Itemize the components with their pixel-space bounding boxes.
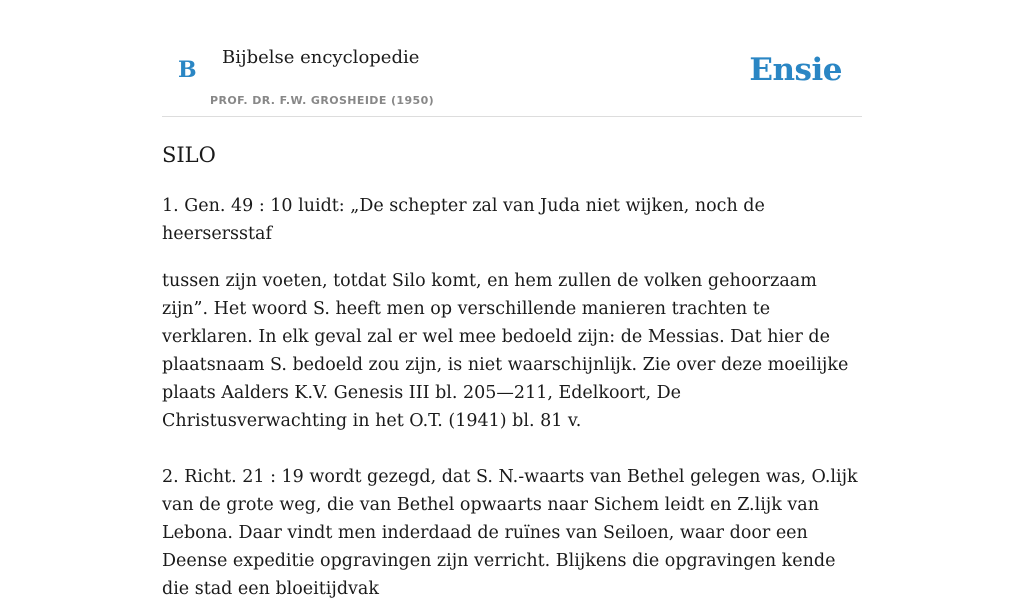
paragraph-1-first-line: 1. Gen. 49 : 10 luidt: „De schepter zal van Juda niet wijken, noch de heersersstaf (162, 196, 765, 244)
book-header (162, 0, 862, 117)
book-author: PROF. DR. F.W. GROSHEIDE (1950) (210, 94, 435, 107)
article-title: SILO (162, 143, 216, 167)
paragraph-2: 2. Richt. 21 : 19 wordt gezegd, dat S. N.-waarts van Bethel gelegen was, O.lijk van de grote weg, die van Bethel opwaarts naar Sichem leidt en Z.lijk van Lebona. Daar vindt men inderdaad de ruïnes van Seiloen, waar door een Deense expeditie opgravingen zijn verricht. Blijkens die opgravingen kende die stad een bloeitijdvak (162, 467, 858, 599)
book-title-link[interactable]: Bijbelse encyclopedie (222, 47, 420, 68)
ensie-logo[interactable]: Ensie (749, 52, 842, 88)
article-body (162, 138, 862, 603)
paragraph-1: tussen zijn voeten, totdat Silo komt, en hem zullen de volken gehoorzaam zijn”. Het woord S. heeft men op verschillende manieren trachten te verklaren. In elk geval zal er wel mee bedoeld zijn: de Messias. Dat hier de plaatsnaam S. bedoeld zou zijn, is niet waarschijnlijk. Zie over deze moeilijke plaats Aalders K.V. Genesis III bl. 205—211, Edelkoort, De Christusverwachting in het O.T. (1941) bl. 81 v. (162, 271, 849, 431)
book-icon[interactable]: B (178, 57, 197, 83)
